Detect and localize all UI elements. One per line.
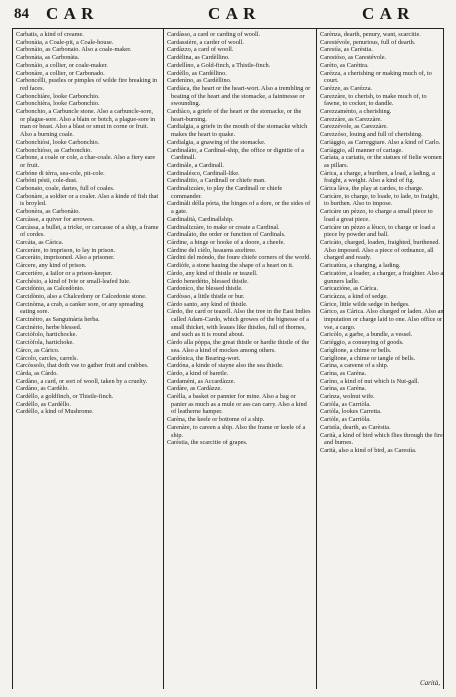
dictionary-entry: Cardàno, as Cardèlo. [16,385,69,393]
dictionary-entry: Carezzóso, louing and full of cherishing. [320,131,423,139]
dictionary-entry: Caricàzza, a kind of sedge. [320,292,388,300]
dictionary-entry: Cariòla, as Carriòla. [320,400,371,408]
dictionary-entry: Cárco, as Cárico. [16,346,60,354]
dictionary-entry: Carìna, a careene of a ship. [320,362,389,370]
dictionary-entry: Cardiàca, the heart or the heart-wort. Also a trembling or beating of the heart and the stomacke, a faintnesse or swounding. [167,84,311,108]
dictionary-entry: Carestévole, penurious, full of dearth. [320,38,416,46]
dictionary-entry: Carìata, a cariatis, or the statues of fielie women as pillars. [320,154,442,169]
dictionary-entry: Carézze, as Carézza. [320,84,373,92]
dictionary-entry: Carezzévole, as Carezzàre. [320,123,388,131]
dictionary-entry: Càrdine del cièlo, heauens axeltree. [167,246,257,254]
dictionary-entry: Carènza, dearth, penury, want, scarcitie. [320,31,421,38]
dictionary-entry: Carèstia, the scarcitie of grapes. [167,439,248,447]
dictionary-entry: Cardinalizzàre, to play the Cardinall or chiefe commander. [167,185,283,200]
dictionary-entry: Carezzaménto, a cherishing. [320,108,392,116]
dictionary-entry: Carbatis, a kind of creame. [16,31,84,38]
dictionary-entry: Cárica làva, the play at cardes, to charge. [320,185,424,193]
dictionary-entry: Carbonàio, as Carbonaio. Also a coale-maker. [16,46,132,54]
dictionary-entry: Carezzàre, to cherish, to make much of, to fawne, to cocker, to dandle. [320,92,427,108]
dictionary-entry: Cardiàco, a griefe of the heart or the stomacke, or the heart-burning. [167,108,302,123]
dictionary-entry: Cariàggio, all manner of cariage. [320,146,403,154]
dictionary-entry: Cardinàle, a Cardinall. [167,161,225,169]
dictionary-entry: Carbonchio, a Carbuncle stone. Also a carbuncle-sore, or plague-sore. Also a blain or botch, a plague-sore in man or beast. Also a blast or smut in corne or fruit. Also a burning coale. [16,108,156,139]
page-number: 84 [14,6,29,22]
dictionary-entry: Càrdo alla pòppa, the great thistle or hardie thistle of the sea. Also a kind of mockes among others. [167,339,310,354]
dictionary-entry: Caricatùra, a charging, a lading. [320,262,401,270]
dictionary-entry: Cardèlina, as Cardèllino. [167,54,230,62]
dictionary-entry: Cardinalàto, a Cardinal-ship, the office or dignitie of a Cardinall. [167,146,304,162]
column-divider-1 [163,28,164,689]
dictionary-entry: Carìnza, wolnut wife. [320,393,375,401]
dictionary-entry: Carbonchiòso, as Carbonchio. [16,146,92,154]
dictionary-entry: Carcidònio, as Calcedònio. [16,285,85,293]
dictionary-entry: Cardiòfe, a stone hauing the shape of a heart on it. [167,262,294,270]
dictionary-entry: Carbonàre, a collier, or Carbonado. [16,69,105,77]
dictionary-entry: Carità, a kind of bird which flies through the fire and burnes. [320,431,443,447]
dictionary-entry: Caricazióne, as Cárica. [320,285,379,293]
dictionary-entry: Cardóna, a kinde of stayne also the sea thistle. [167,362,284,370]
dictionary-entry: Carbonàre, a soldier or a coaler. Also a kinde of fish that is broyled. [16,192,159,208]
dictionary-entry: Cardàno, a card, or sort of wooll, taken by a cruelty. [16,377,148,385]
dictionary-entry: Cariòla, lookes Carretta. [320,408,382,416]
dictionary-entry: Cardinalésco, Cardinall-like. [167,169,240,177]
dictionary-entry: Carcòssolo, that doth vse to gather fruit and crabbes. [16,362,149,370]
page-header [10,4,442,26]
dictionary-entry: Cárico, as Cárica. Also charged or laden. Also an imputation or charge laid to one. Also office or vse, a cargo. [320,308,444,331]
dictionary-entry: Cardassière, a carder of wooll. [167,38,244,46]
dictionary-entry: Carbonchiòsi, looke Carbonchio. [16,138,100,146]
dictionary-entry: Carbóne di térra, sea-cole, pit-cole. [16,169,105,177]
dictionary-entry: Cardàsso, a card or carding of wooll. [167,31,261,38]
dictionary-entry: Carità, also a kind of bird, as Carestìa. [320,446,417,454]
dictionary-entry: Càrdo benedétto, blessed thistle. [167,277,249,285]
dictionary-entry: Carèlla, a basket or pannier for mine. Also a bag or panier as much as a mule or ass can carry. Also a kind of leatherne hamper. [167,393,307,416]
dictionary-entry: Cardinalità, Cardinallship. [167,215,234,223]
dictionary-entry: Carceriéro, a Iailor or a prison-keeper. [16,269,113,277]
dictionary-entry: Cariàggio, as Carreggiare. Also a kind of Carlo. [320,138,441,146]
dictionary-entry: Carcàta, as Cárica. [16,238,64,246]
dictionary-entry: Cárcere, any kind of prison. [16,262,87,270]
dictionary-entry: Carboncélli, pustles or pimples of wilde fire breaking in red faces. [16,77,158,92]
dictionary-entry: Cariòle, as Carriòla. [320,416,371,424]
dictionary-entry: Cardèllo, as Cardèllino. [167,69,227,77]
dictionary-entry: Carìglione, a chime or bells. [320,346,392,354]
column-left [16,31,159,416]
dictionary-entry: Cardèllo, a kind of Mushrome. [16,408,94,416]
dictionary-entry: Carìna, as Carèna. [320,369,367,377]
dictionary-entry: Caricàre un pèzzo a lèuco, to charge or load a piece by powder and ball. [320,223,435,239]
dictionary-entry: Cardòsso, a little thistle or bur. [167,292,245,300]
dictionary-entry: Cardinàli délla pórta, the hinges of a dore, or the sides of a gate. [167,200,311,216]
dictionary-entry: Carestìa, as Carèstia. [320,46,373,54]
dictionary-entry: Cardenìno, as Cardèllino. [167,77,232,85]
dictionary-entry: Cardaméni, as Accardàzze. [167,377,236,385]
dictionary-entry: Carbonchiàre, looke Carbonchio. [16,92,100,100]
dictionary-entry: Cardellìno, a Gold-finch, a Thistle-finch. [167,61,271,69]
column-right [320,31,444,455]
dictionary-entry: Carestóso, as Carestévole. [320,54,387,62]
dictionary-entry: Càrdo, any kind of thistle or teazell. [167,269,258,277]
dictionary-entry: Carbonàta, as Carbonàta. [16,54,80,62]
dictionary-entry: Caricàto, charged, loaden, fraighted, burthened. Also imposed. Also a piece of ordnance, all charged and ready. [320,238,441,262]
dictionary-entry: Carcinètro, as Sanguinària herba. [16,316,100,324]
dictionary-entry: Carcàsse, a quiver for arrowes. [16,215,94,223]
dictionary-entry: Carbonèra, as Carbonàio. [16,208,80,216]
dictionary-entry: Carbonato, coale, dartes, full of coales. [16,185,115,193]
dictionary-entry: Cardinalàto, the order or function of Cardinals. [167,231,286,239]
dictionary-entry: Cárcolo, carcles, carrels. [16,354,79,362]
dictionary-entry: Càrdini del móndo, the foure chiefe corners of the world. [167,254,311,262]
running-head-right: C A R [362,4,411,23]
dictionary-entry: Carcinòma, a crab, a canker sore, or any spreading eating sore. [16,300,144,316]
dictionary-entry: Carbonàio, a collier, or coale-maker. [16,61,108,69]
dictionary-entry: Cardialgia, a griefe in the mouth of the stomacke which makes the heart to quake. [167,123,308,139]
running-head-center: C A R [208,4,257,23]
dictionary-entry: Cárdine, a hinge or hooke of a doore, a cheefe. [167,238,285,246]
column-divider-2 [316,28,317,689]
dictionary-entry: Carbóni pésti, cole-dust. [16,177,78,185]
dictionary-entry: Carbonchièra, looke Carbonchio. [16,100,100,108]
dictionary-entry: Cárica, a charge, a burthen, a load, a lading, a fraight, a weight. Also a kind of fig. [320,169,435,185]
dictionary-entry: Cardàre, as Cardàzze. [167,385,222,393]
dictionary-entry: Carèto, as Carèttra. [320,61,369,69]
dictionary-entry: Carciòfola, hartichoke. [16,339,74,347]
dictionary-entry: Carcàssa, a bullet, a tricke, or carcasse of a ship, a frame of cordes. [16,223,159,239]
dictionary-entry: Carèna, the keele or bottome of a ship. [167,416,265,424]
dictionary-entry: Carézza, a cherishing or making much of, to court. [320,69,432,85]
dictionary-entry: Càrice, little wilde sedge in hedges. [320,300,410,308]
dictionary-entry: Carciòfolo, hartichocke. [16,331,78,339]
dictionary-entry: Càrdo santo, any kind of thistle. [167,300,248,308]
dictionary-entry: Carezzàre, as Carezzàre. [320,115,382,123]
dictionary-entry: Cardinalizzàre, to make or create a Cardinal. [167,223,280,231]
dictionary-entry: Carbone, a coale or cole, a char-coale. Also a fiery eare or fruit. [16,154,156,169]
dictionary-entry: Càrda, as Càrdo. [16,369,58,377]
dictionary-entry: Carenàre, to careen a ship. Also the frame or keele of a ship. [167,423,306,439]
dictionary-entry: Carìno, a kind of nut which is Nut-gall. [320,377,420,385]
dictionary-entry: Caricàre un pèzzo, to charge a small piece to load a great piece. [320,208,433,223]
dictionary-entry: Cardèllo, a goldfinch, or Thistle-finch. [16,393,114,401]
dictionary-entry: Cardèllo, as Cardèllo. [16,400,71,408]
dictionary-entry: Carcidònio, also a Chalcedony or Calcedonie stone. [16,292,147,300]
dictionary-entry: Càrdo, the card or teazell. Also the tree in the East Indies called Adam-Cardo, which growes of the bignesse of a small thicket, with leaues like thistles, full of thornes, and such as it is round about. [167,308,311,339]
dictionary-entry: Caristìa, dearth, as Carèstia. [320,423,391,431]
dictionary-entry: Càrdo, a kind of baretle. [167,369,229,377]
dictionary-entry: Cardonìco, the blessed thistle. [167,285,243,293]
dictionary-entry: Cardàzzo, a card of wooll. [167,46,234,54]
column-middle [167,31,312,447]
dictionary-entry: Caricàre, to charge, to loade, to lade, to fraight, to burthen. Also to impose. [320,192,439,208]
dictionary-entry: Cardónica, the Bearing-wort. [167,354,241,362]
dictionary-entry: Cardinalitio, a Cardinall or chiefe man. [167,177,266,185]
dictionary-entry: Carièggio, a conueying of goods. [320,339,404,347]
dictionary-entry: Caricatóre, a loader, a charger, a fraighter. Also a gunners ladle. [320,269,444,285]
dictionary-entry: Carbonàia, a Coale-pit, a Coale-house. [16,38,114,46]
dictionary-entry: Caricòlo, a garbe, a bundle, a vessel. [320,331,413,339]
dictionary-entry: Carìglione, a chime or iangle of bells. [320,354,416,362]
dictionary-entry: Carchèsio, a kind of Ivie or small-leafed Iuie. [16,277,131,285]
dictionary-entry: Carìna, as Carèna. [320,385,367,393]
dictionary-entry: Carcinèrio, herbe blessed. [16,323,82,331]
running-head-left: C A R [46,4,95,23]
catchword: Carità, [419,679,440,687]
dictionary-entry: Carceràre, to imprison, to lay in prison. [16,246,116,254]
dictionary-entry: Carceràto, imprisoned. Also a prisoner. [16,254,115,262]
dictionary-entry: Cardialgia, a gnawing of the stomacke. [167,138,266,146]
